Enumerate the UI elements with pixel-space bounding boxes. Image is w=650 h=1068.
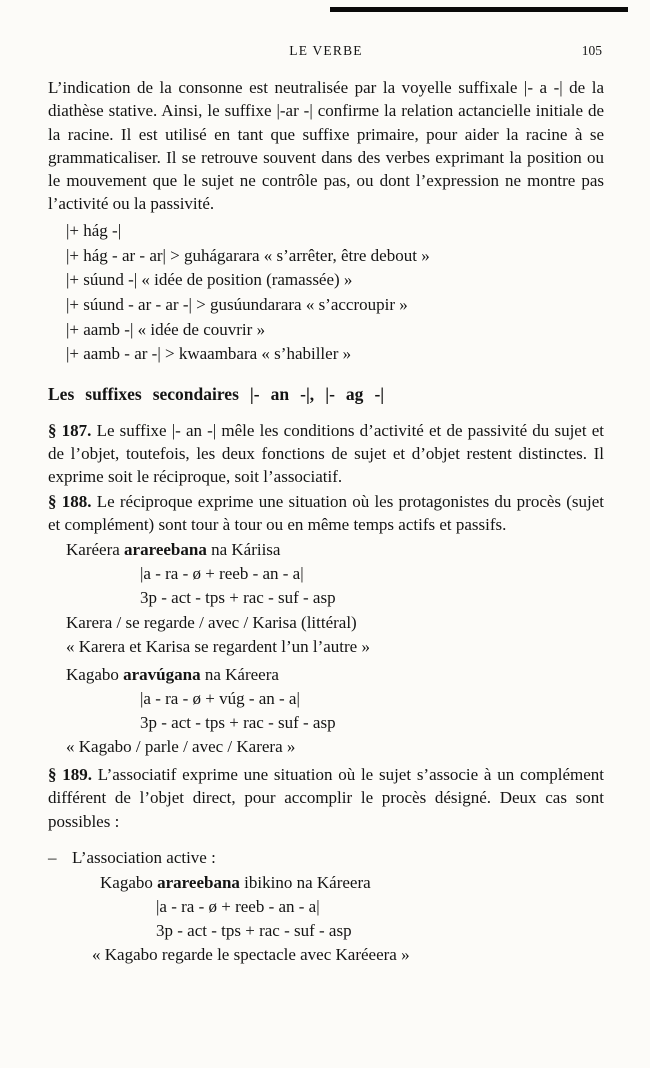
- gloss-morphemes: |a - ra - ø + reeb - an - a|: [156, 896, 320, 916]
- gloss-head-pre: Karéera: [66, 540, 125, 560]
- intro-text: L’indication de la consonne est neutralisée par la voyelle suffixale |- a -| de la diathèse stative. Ainsi, le suffixe |-ar -| confirme la relation actancielle initiale de la racine. Il est utilisé en tant que suffixe primaire, pour aider la racine à se grammaticaliser. Il se retrouve souvent dans des verbes exprimant la position ou le mouvement que le sujet ne contrôle pas, ou dont l’expression ne montre pas l’activité ou la passivité.: [48, 78, 604, 213]
- gloss-morphemes: |a - ra - ø + reeb - an - a|: [140, 564, 304, 584]
- example-line: |+ súund - ar - ar -| > gusúundarara « s’accroupir »: [66, 294, 408, 314]
- association-item: [48, 846, 604, 869]
- gloss-head-pre: Kagabo: [66, 664, 124, 684]
- paragraph-187-text: Le suffixe |- an -| mêle les conditions d’activité et de passivité du sujet et de l’objet, toutefois, les deux fonctions de sujet et d’objet restent distinctes. Il exprime soit le réciproque, soit l’associatif.: [48, 420, 605, 486]
- paragraph-188-text: Le réciproque exprime une situation où les protagonistes du procès (sujet et complément) sont tour à tour ou en même temps actifs et passifs.: [48, 491, 605, 535]
- section-marker-187: § 187.: [48, 420, 92, 440]
- gloss-head: [66, 663, 604, 687]
- page-number: 105: [581, 43, 602, 58]
- running-title: LE VERBE: [289, 43, 363, 58]
- list-dash: –: [48, 847, 57, 867]
- paragraph-189: [48, 763, 604, 832]
- gloss-head-verb: aravúgana: [123, 664, 201, 684]
- gloss-morphemes: |a - ra - ø + vúg - an - a|: [140, 688, 300, 708]
- example-line: |+ hág - ar - ar| > guhágarara « s’arrêter, être debout »: [66, 245, 430, 265]
- gloss-head-post: na Káreera: [200, 664, 279, 684]
- gloss-translation: « Kagabo / parle / avec / Karera »: [66, 737, 296, 757]
- suffix-ar-examples: [66, 219, 604, 367]
- example-line: |+ súund -| « idée de position (ramassée) »: [66, 270, 353, 290]
- section-marker-188: § 188.: [48, 491, 92, 511]
- paragraph-189-text: L’associatif exprime une situation où le sujet s’associe à un complément différent de l’objet direct, pour accomplir le procès désigné. Deux cas sont possibles :: [48, 765, 604, 831]
- page-header: [48, 42, 604, 60]
- paragraph-188: [48, 490, 604, 536]
- example-line: |+ hág -|: [66, 221, 122, 241]
- gloss-head: [66, 538, 604, 562]
- intro-paragraph: [48, 76, 604, 215]
- gloss-head-post: na Káriisa: [206, 540, 281, 560]
- gloss-example-188a: [66, 538, 604, 659]
- example-line: |+ aamb - ar -| > kwaambara « s’habiller »: [66, 344, 352, 364]
- section-marker-189: § 189.: [48, 765, 92, 785]
- gloss-categories: 3p - act - tps + rac - suf - asp: [156, 921, 352, 941]
- gloss-categories: 3p - act - tps + rac - suf - asp: [140, 713, 336, 733]
- section-heading: Les suffixes secondaires |- an -|, |- ag -|: [48, 383, 385, 404]
- example-line: |+ aamb -| « idée de couvrir »: [66, 319, 266, 339]
- gloss-head-verb: arareebana: [157, 872, 240, 892]
- gloss-head-post: ibikino na Káreera: [239, 872, 371, 892]
- gloss-translation: « Karera et Karisa se regardent l’un l’autre »: [66, 636, 370, 656]
- top-rule: [330, 7, 628, 12]
- paragraph-187: [48, 419, 604, 488]
- page-content: [48, 42, 604, 971]
- gloss-head-pre: Kagabo: [100, 872, 158, 892]
- gloss-head: [100, 871, 604, 895]
- association-label: L’association active :: [72, 847, 216, 867]
- gloss-example-189: [92, 871, 604, 968]
- gloss-categories: 3p - act - tps + rac - suf - asp: [140, 588, 336, 608]
- gloss-literal: Karera / se regarde / avec / Karisa (littéral): [66, 612, 357, 632]
- gloss-example-188b: [66, 663, 604, 760]
- gloss-head-verb: arareebana: [124, 540, 207, 560]
- gloss-translation: « Kagabo regarde le spectacle avec Karéeera »: [92, 945, 410, 965]
